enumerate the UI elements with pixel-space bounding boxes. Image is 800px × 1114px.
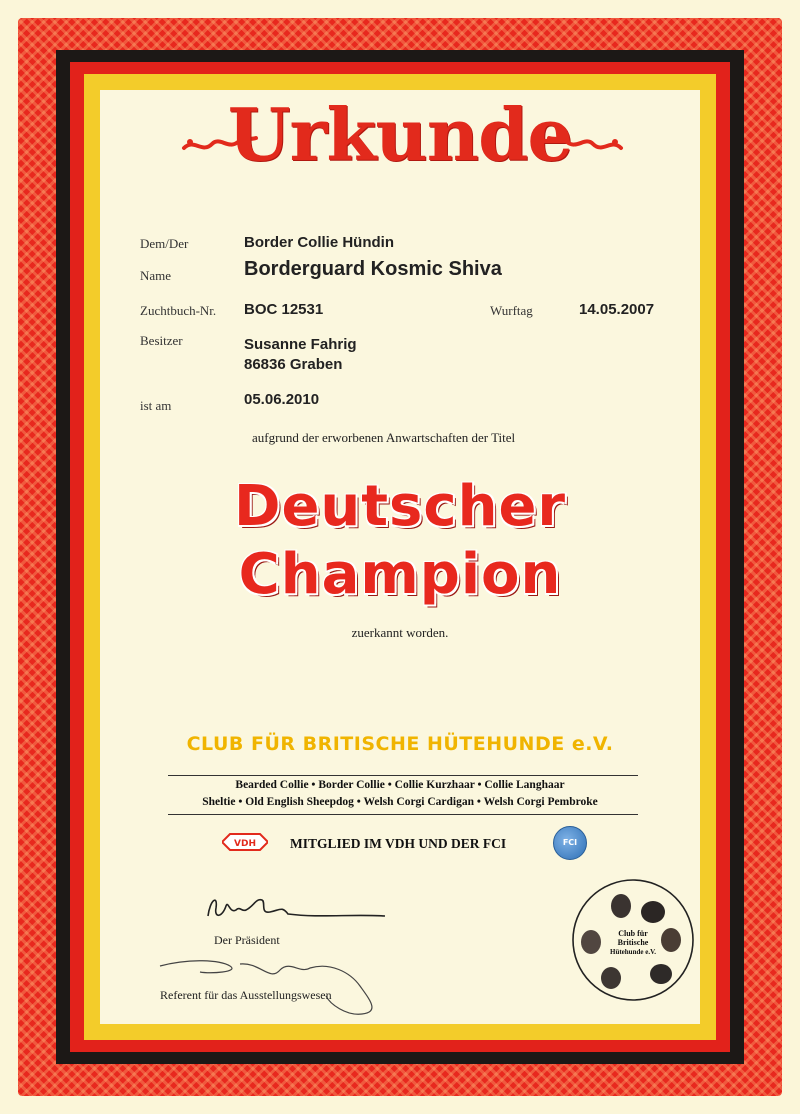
- wurftag-value: 14.05.2007: [579, 301, 655, 318]
- club-bottom-rule: [168, 814, 638, 815]
- besitzer-label: Besitzer: [140, 333, 183, 348]
- president-signature: [200, 888, 390, 928]
- fci-logo: [553, 826, 587, 860]
- wurftag-label: Wurftag: [490, 303, 533, 318]
- certificate-title: Urkunde: [227, 92, 573, 177]
- awarded-text: zuerkannt worden.: [351, 625, 449, 640]
- name-label: Name: [140, 268, 172, 283]
- breeds-line-1: Bearded Collie • Border Collie • Collie Kurzhaar • Collie Langhaar: [235, 779, 565, 791]
- zuchtbuch-label: Zuchtbuch-Nr.: [140, 303, 217, 318]
- club-name: CLUB FÜR BRITISCHE HÜTEHUNDE e.V.: [186, 733, 614, 755]
- award-title-line1: Deutscher: [233, 474, 567, 539]
- ist-am-label: ist am: [140, 398, 172, 413]
- seal-line-2: Britische: [617, 938, 649, 947]
- fci-logo-text: FCI: [562, 838, 578, 847]
- referent-signature: [150, 952, 390, 1022]
- breeds-line-2: Sheltie • Old English Sheepdog • Welsh Corgi Cardigan • Welsh Corgi Pembroke: [202, 796, 598, 808]
- ist-am-value: 05.06.2010: [244, 391, 320, 408]
- seal-line-3: Hütehunde e.V.: [610, 948, 656, 956]
- besitzer-address: 86836 Graben: [244, 356, 343, 373]
- name-value: Borderguard Kosmic Shiva: [244, 258, 502, 280]
- vdh-logo: [222, 833, 268, 851]
- club-top-rule: [168, 775, 638, 776]
- statement-line: aufgrund der erworbenen Anwartschaften der Titel: [252, 430, 516, 445]
- award-title-line2: Champion: [238, 542, 562, 607]
- club-seal: [571, 878, 695, 1002]
- seal-line-1: Club für: [618, 929, 648, 938]
- title-area: [100, 90, 700, 200]
- besitzer-name: Susanne Fahrig: [244, 336, 357, 353]
- vdh-logo-text: VDH: [234, 839, 256, 849]
- zuchtbuch-value: BOC 12531: [244, 301, 324, 318]
- right-flourish-icon: [545, 120, 625, 160]
- dem-der-label: Dem/Der: [140, 236, 189, 251]
- president-label: Der Präsident: [214, 933, 280, 947]
- dem-der-value: Border Collie Hündin: [244, 234, 394, 251]
- member-text: MITGLIED IM VDH UND DER FCI: [290, 836, 507, 851]
- referent-label: Referent für das Ausstellungswesen: [160, 988, 332, 1002]
